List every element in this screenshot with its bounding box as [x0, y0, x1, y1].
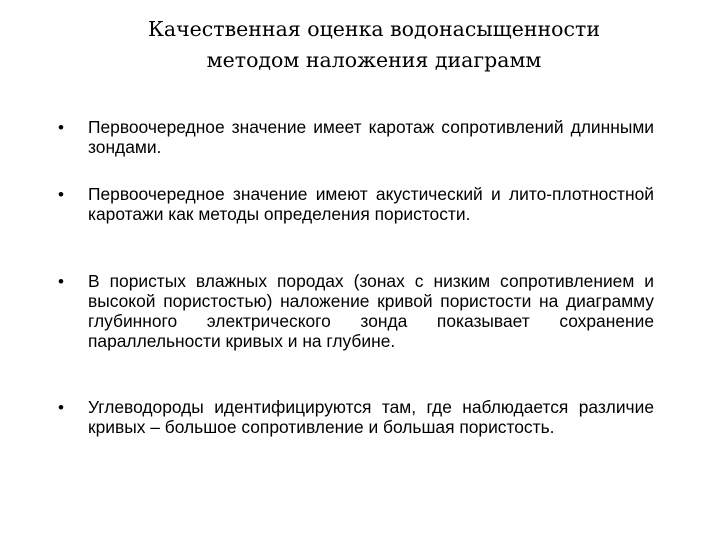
slide-title-line-2: методом наложения диаграмм	[206, 48, 542, 72]
slide-title	[96, 14, 652, 76]
bullet-marker: •	[58, 272, 64, 291]
bullet-text: Углеводороды идентифицируются там, где наблюдается различие кривых – большое сопротивление и большая пористость.	[88, 397, 654, 437]
bullet-text: В пористых влажных породах (зонах с низким сопротивлением и высокой пористостью) наложение кривой пористости на диаграмму глубинного электрического зонда показывает сохранение параллельности кривых и на глубине.	[88, 271, 654, 351]
bullet-marker: •	[58, 185, 64, 204]
slide-title-line-1: Качественная оценка водонасыщенности	[147, 17, 600, 41]
bullet-marker: •	[58, 398, 64, 417]
bullet-text: Первоочередное значение имеют акустический и лито-плотностной каротажи как методы определения пористости.	[88, 184, 654, 224]
bullet-marker: •	[58, 118, 64, 137]
bullet-text: Первоочередное значение имеет каротаж сопротивлений длинными зондами.	[88, 117, 654, 157]
